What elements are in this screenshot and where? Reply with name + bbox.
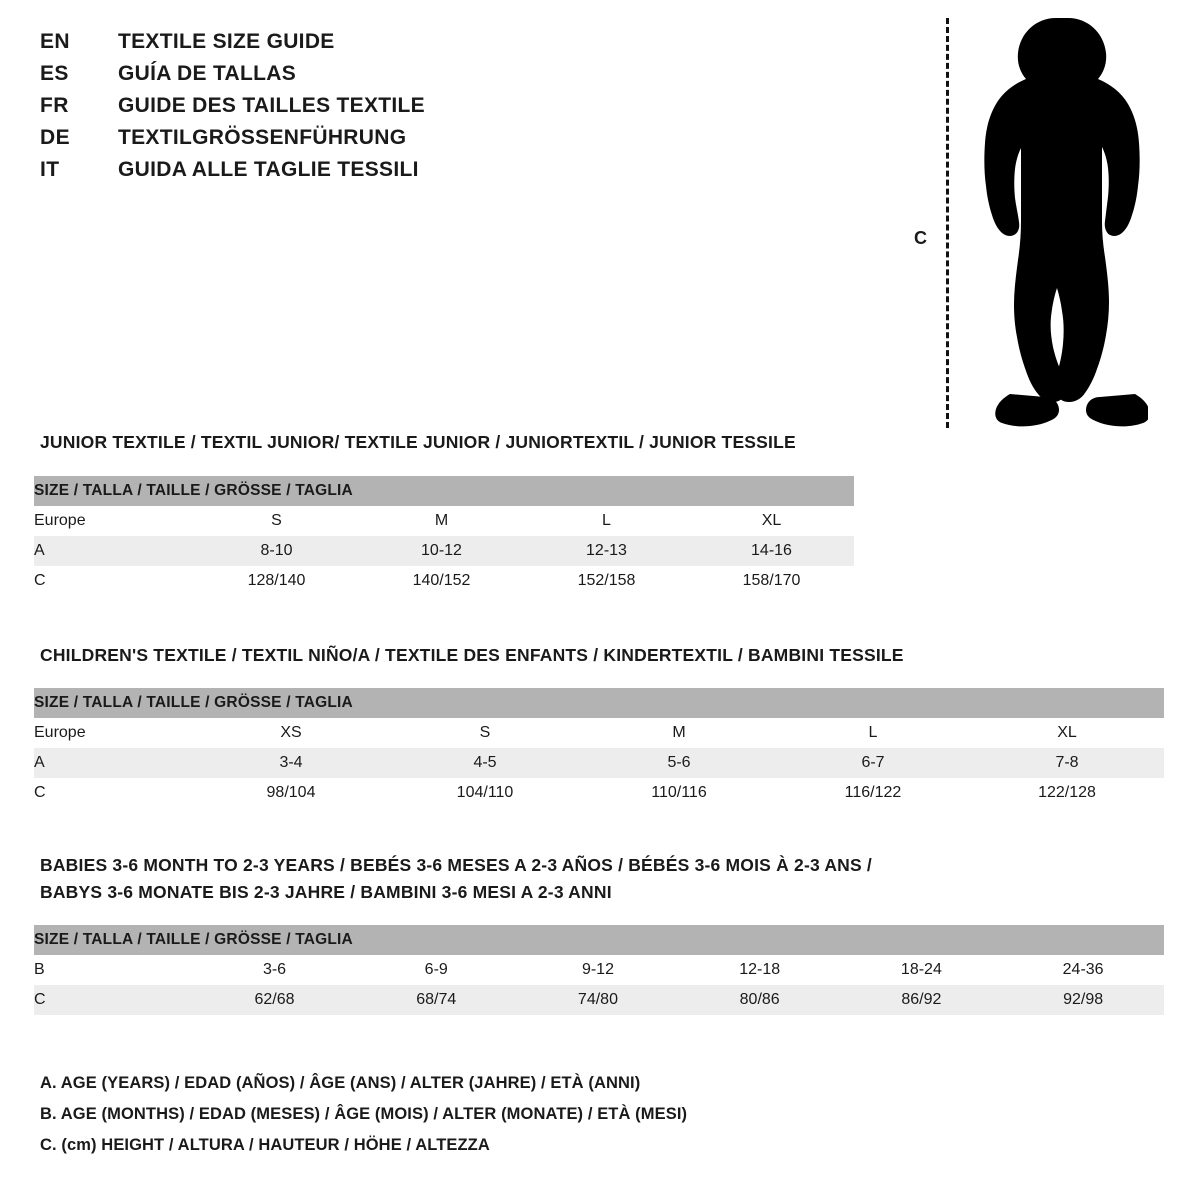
- table-band-header: [34, 688, 1164, 718]
- toddler-silhouette-icon: [948, 16, 1148, 428]
- table-cell: 12-18: [679, 955, 841, 985]
- table-cell: 98/104: [194, 778, 388, 808]
- table-cell: 7-8: [970, 748, 1164, 778]
- table-cell: L: [776, 718, 970, 748]
- table-cell: XL: [689, 506, 854, 536]
- table-cell: 116/122: [776, 778, 970, 808]
- row-label: A: [34, 748, 194, 778]
- row-label: A: [34, 536, 194, 566]
- table-row: [34, 955, 1164, 985]
- table-cell: 92/98: [1002, 985, 1164, 1015]
- language-title: GUÍA DE TALLAS: [118, 62, 297, 85]
- row-label: C: [34, 985, 194, 1015]
- table-cell: 18-24: [841, 955, 1003, 985]
- row-label: Europe: [34, 506, 194, 536]
- table-cell: XS: [194, 718, 388, 748]
- table-cell: 12-13: [524, 536, 689, 566]
- table-cell: S: [194, 506, 359, 536]
- language-row: [40, 30, 860, 62]
- row-label: C: [34, 566, 194, 596]
- table-cell: L: [524, 506, 689, 536]
- height-measure-label: C: [914, 228, 927, 248]
- table-row: [34, 985, 1164, 1015]
- table-cell: M: [359, 506, 524, 536]
- language-code: IT: [40, 158, 60, 181]
- band-label: SIZE / TALLA / TAILLE / GRÖSSE / TAGLIA: [34, 688, 1164, 718]
- language-title: GUIDA ALLE TAGLIE TESSILI: [118, 158, 419, 181]
- language-code: ES: [40, 62, 69, 85]
- table-cell: 24-36: [1002, 955, 1164, 985]
- table-cell: S: [388, 718, 582, 748]
- table-row: [34, 748, 1164, 778]
- section-title-children: CHILDREN'S TEXTILE / TEXTIL NIÑO/A / TEXTILE DES ENFANTS / KINDERTEXTIL / BAMBINI TESSILE: [40, 645, 904, 665]
- table-cell: 74/80: [517, 985, 679, 1015]
- table-cell: 110/116: [582, 778, 776, 808]
- table-row: [34, 778, 1164, 808]
- row-label: B: [34, 955, 194, 985]
- language-title: TEXTILGRÖSSENFÜHRUNG: [118, 126, 407, 149]
- table-cell: 3-4: [194, 748, 388, 778]
- section-title-babies: [40, 855, 872, 903]
- footnote-age-years: A. AGE (YEARS) / EDAD (AÑOS) / ÂGE (ANS) / ALTER (JAHRE) / ETÀ (ANNI): [40, 1074, 641, 1092]
- language-title: TEXTILE SIZE GUIDE: [118, 30, 335, 53]
- language-title-block: [40, 30, 860, 190]
- language-row: [40, 126, 860, 158]
- section-title-junior: JUNIOR TEXTILE / TEXTIL JUNIOR/ TEXTILE JUNIOR / JUNIORTEXTIL / JUNIOR TESSILE: [40, 432, 796, 452]
- table-cell: 152/158: [524, 566, 689, 596]
- height-figure: [900, 10, 1160, 430]
- table-cell: 86/92: [841, 985, 1003, 1015]
- table-cell: 8-10: [194, 536, 359, 566]
- table-cell: 68/74: [355, 985, 517, 1015]
- table-cell: 80/86: [679, 985, 841, 1015]
- table-cell: 128/140: [194, 566, 359, 596]
- table-cell: 122/128: [970, 778, 1164, 808]
- language-row: [40, 94, 860, 126]
- babies-size-table: [34, 925, 1164, 1015]
- table-cell: 9-12: [517, 955, 679, 985]
- footnotes-block: [40, 1068, 1040, 1161]
- band-label: SIZE / TALLA / TAILLE / GRÖSSE / TAGLIA: [34, 476, 854, 506]
- language-code: DE: [40, 126, 70, 149]
- language-title: GUIDE DES TAILLES TEXTILE: [118, 94, 425, 117]
- table-cell: XL: [970, 718, 1164, 748]
- table-cell: 140/152: [359, 566, 524, 596]
- language-row: [40, 62, 860, 94]
- table-row: [34, 536, 854, 566]
- language-code: EN: [40, 30, 70, 53]
- footnote-age-months: B. AGE (MONTHS) / EDAD (MESES) / ÂGE (MOIS) / ALTER (MONATE) / ETÀ (MESI): [40, 1105, 688, 1123]
- table-row: [34, 566, 854, 596]
- row-label: C: [34, 778, 194, 808]
- table-cell: 5-6: [582, 748, 776, 778]
- section-title-babies-line1: BABIES 3-6 MONTH TO 2-3 YEARS / BEBÉS 3-6 MESES A 2-3 AÑOS / BÉBÉS 3-6 MOIS À 2-3 ANS /: [40, 855, 872, 875]
- junior-size-table: [34, 476, 854, 596]
- table-cell: 4-5: [388, 748, 582, 778]
- table-cell: 104/110: [388, 778, 582, 808]
- table-cell: 3-6: [194, 955, 356, 985]
- table-band-header: [34, 476, 854, 506]
- row-label: Europe: [34, 718, 194, 748]
- language-code: FR: [40, 94, 69, 117]
- table-cell: 10-12: [359, 536, 524, 566]
- table-cell: 62/68: [194, 985, 356, 1015]
- table-row: [34, 506, 854, 536]
- section-title-babies-line2: BABYS 3-6 MONATE BIS 2-3 JAHRE / BAMBINI 3-6 MESI A 2-3 ANNI: [40, 882, 612, 902]
- table-cell: 14-16: [689, 536, 854, 566]
- table-cell: M: [582, 718, 776, 748]
- table-row: [34, 718, 1164, 748]
- children-size-table: [34, 688, 1164, 808]
- language-row: [40, 158, 860, 190]
- table-cell: 6-9: [355, 955, 517, 985]
- table-cell: 6-7: [776, 748, 970, 778]
- band-label: SIZE / TALLA / TAILLE / GRÖSSE / TAGLIA: [34, 925, 1164, 955]
- table-band-header: [34, 925, 1164, 955]
- table-cell: 158/170: [689, 566, 854, 596]
- footnote-height: C. (cm) HEIGHT / ALTURA / HAUTEUR / HÖHE / ALTEZZA: [40, 1136, 490, 1154]
